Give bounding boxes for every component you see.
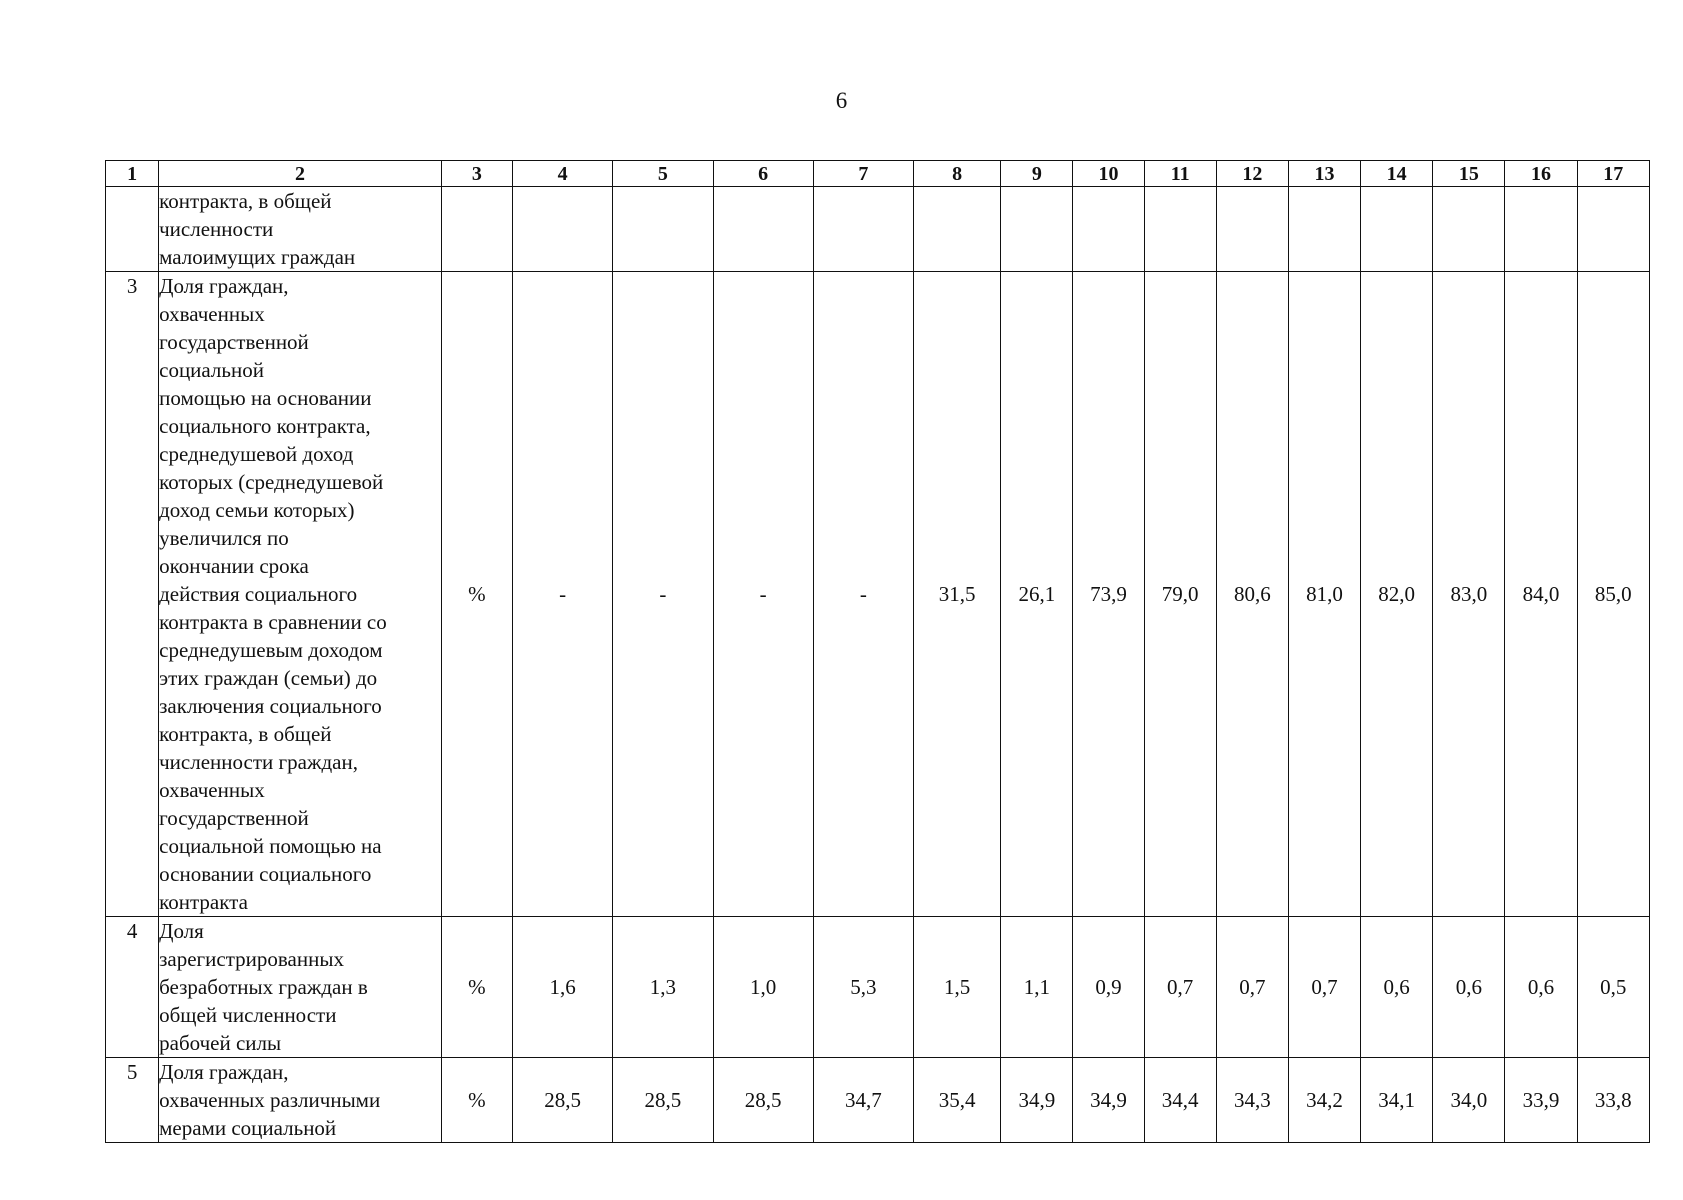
- indicator-name-line: этих граждан (семьи) до: [159, 666, 378, 690]
- value-cell: 73,9: [1073, 272, 1144, 917]
- value-cell: [1505, 187, 1577, 272]
- column-header: 11: [1144, 161, 1216, 187]
- indicator-name-line: помощью на основании: [159, 386, 372, 410]
- indicator-name-line: действия социального: [159, 582, 358, 606]
- value-cell: -: [813, 272, 913, 917]
- page-number: 6: [835, 88, 848, 113]
- indicator-name-line: контракта в сравнении со: [159, 610, 387, 634]
- value-cell: 0,5: [1577, 917, 1649, 1058]
- indicator-name-line: социальной: [159, 358, 264, 382]
- value-cell: 0,6: [1505, 917, 1577, 1058]
- row-number-cell: 5: [106, 1058, 159, 1143]
- value-cell: 34,2: [1288, 1058, 1360, 1143]
- value-cell: 34,9: [1073, 1058, 1144, 1143]
- indicator-name-cell: [159, 1058, 442, 1143]
- value-cell: 1,5: [914, 917, 1001, 1058]
- table-row: [106, 187, 1650, 272]
- value-cell: 34,9: [1001, 1058, 1073, 1143]
- value-cell: 28,5: [713, 1058, 813, 1143]
- table-header-row: [106, 161, 1650, 187]
- indicator-name-line: Доля: [159, 919, 204, 943]
- value-cell: 82,0: [1361, 272, 1433, 917]
- value-cell: 28,5: [513, 1058, 613, 1143]
- indicator-name-line: социального контракта,: [159, 414, 371, 438]
- indicator-name-line: среднедушевым доходом: [159, 638, 383, 662]
- column-header: 3: [441, 161, 512, 187]
- row-number-cell: 3: [106, 272, 159, 917]
- column-header: 5: [613, 161, 713, 187]
- indicator-name-cell: [159, 917, 442, 1058]
- column-header: 1: [106, 161, 159, 187]
- indicator-name-line: мерами социальной: [159, 1116, 337, 1140]
- value-cell: 34,1: [1361, 1058, 1433, 1143]
- indicator-name-line: социальной помощью на: [159, 834, 382, 858]
- value-cell: 84,0: [1505, 272, 1577, 917]
- value-cell: -: [713, 272, 813, 917]
- indicator-name-line: безработных граждан в: [159, 975, 368, 999]
- unit-cell: %: [441, 272, 512, 917]
- value-cell: 33,8: [1577, 1058, 1649, 1143]
- indicator-name-line: охваченных: [159, 302, 265, 326]
- value-cell: 79,0: [1144, 272, 1216, 917]
- column-header: 4: [513, 161, 613, 187]
- value-cell: [1001, 187, 1073, 272]
- column-header: 12: [1216, 161, 1288, 187]
- unit-cell: [441, 187, 512, 272]
- column-header: 2: [159, 161, 442, 187]
- value-cell: 81,0: [1288, 272, 1360, 917]
- value-cell: [1288, 187, 1360, 272]
- value-cell: [713, 187, 813, 272]
- value-cell: 5,3: [813, 917, 913, 1058]
- indicator-name-line: контракта, в общей: [159, 722, 332, 746]
- indicator-name-cell: [159, 272, 442, 917]
- value-cell: 34,4: [1144, 1058, 1216, 1143]
- table-row: [106, 1058, 1650, 1143]
- indicator-name-line: заключения социального: [159, 694, 382, 718]
- indicator-name-line: доход семьи которых): [159, 498, 355, 522]
- value-cell: 34,0: [1433, 1058, 1505, 1143]
- column-header: 10: [1073, 161, 1144, 187]
- indicator-name-cell: [159, 187, 442, 272]
- indicator-name-line: Доля граждан,: [159, 1060, 289, 1084]
- value-cell: [1577, 187, 1649, 272]
- value-cell: 85,0: [1577, 272, 1649, 917]
- value-cell: 35,4: [914, 1058, 1001, 1143]
- indicator-name-line: численности граждан,: [159, 750, 358, 774]
- indicator-name-line: контракта, в общей: [159, 189, 332, 213]
- column-header: 8: [914, 161, 1001, 187]
- indicator-name-line: государственной: [159, 806, 309, 830]
- value-cell: [513, 187, 613, 272]
- column-header: 17: [1577, 161, 1649, 187]
- indicator-name-line: зарегистрированных: [159, 947, 344, 971]
- value-cell: 0,6: [1433, 917, 1505, 1058]
- column-header: 16: [1505, 161, 1577, 187]
- column-header: 6: [713, 161, 813, 187]
- value-cell: -: [513, 272, 613, 917]
- indicator-name-line: охваченных различными: [159, 1088, 381, 1112]
- value-cell: 1,0: [713, 917, 813, 1058]
- indicator-name-line: государственной: [159, 330, 309, 354]
- value-cell: [1361, 187, 1433, 272]
- value-cell: 0,7: [1288, 917, 1360, 1058]
- value-cell: [813, 187, 913, 272]
- value-cell: 34,3: [1216, 1058, 1288, 1143]
- column-header: 13: [1288, 161, 1360, 187]
- indicator-name-line: основании социального: [159, 862, 372, 886]
- column-header: 9: [1001, 161, 1073, 187]
- value-cell: 1,1: [1001, 917, 1073, 1058]
- indicator-name-line: окончании срока: [159, 554, 309, 578]
- value-cell: 34,7: [813, 1058, 913, 1143]
- indicator-name-line: численности: [159, 217, 274, 241]
- value-cell: 33,9: [1505, 1058, 1577, 1143]
- indicator-name-line: которых (среднедушевой: [159, 470, 384, 494]
- row-number-cell: [106, 187, 159, 272]
- value-cell: 83,0: [1433, 272, 1505, 917]
- indicator-name-line: увеличился по: [159, 526, 289, 550]
- indicator-name-line: контракта: [159, 890, 248, 914]
- table-row: [106, 917, 1650, 1058]
- column-header: 14: [1361, 161, 1433, 187]
- value-cell: 1,3: [613, 917, 713, 1058]
- value-cell: [1433, 187, 1505, 272]
- value-cell: 0,6: [1361, 917, 1433, 1058]
- value-cell: 28,5: [613, 1058, 713, 1143]
- value-cell: 0,7: [1144, 917, 1216, 1058]
- indicator-name-line: охваченных: [159, 778, 265, 802]
- indicator-name-line: Доля граждан,: [159, 274, 289, 298]
- value-cell: [1073, 187, 1144, 272]
- value-cell: [1216, 187, 1288, 272]
- indicator-name-line: рабочей силы: [159, 1031, 282, 1055]
- column-header: 15: [1433, 161, 1505, 187]
- value-cell: 80,6: [1216, 272, 1288, 917]
- value-cell: [1144, 187, 1216, 272]
- table-row: [106, 272, 1650, 917]
- unit-cell: %: [441, 917, 512, 1058]
- value-cell: -: [613, 272, 713, 917]
- unit-cell: %: [441, 1058, 512, 1143]
- indicator-name-line: малоимущих граждан: [159, 245, 356, 269]
- value-cell: 1,6: [513, 917, 613, 1058]
- value-cell: 0,9: [1073, 917, 1144, 1058]
- row-number-cell: 4: [106, 917, 159, 1058]
- indicator-name-line: общей численности: [159, 1003, 337, 1027]
- value-cell: [613, 187, 713, 272]
- value-cell: 0,7: [1216, 917, 1288, 1058]
- value-cell: 31,5: [914, 272, 1001, 917]
- column-header: 7: [813, 161, 913, 187]
- value-cell: 26,1: [1001, 272, 1073, 917]
- indicator-name-line: среднедушевой доход: [159, 442, 354, 466]
- value-cell: [914, 187, 1001, 272]
- indicators-table: [105, 160, 1650, 1143]
